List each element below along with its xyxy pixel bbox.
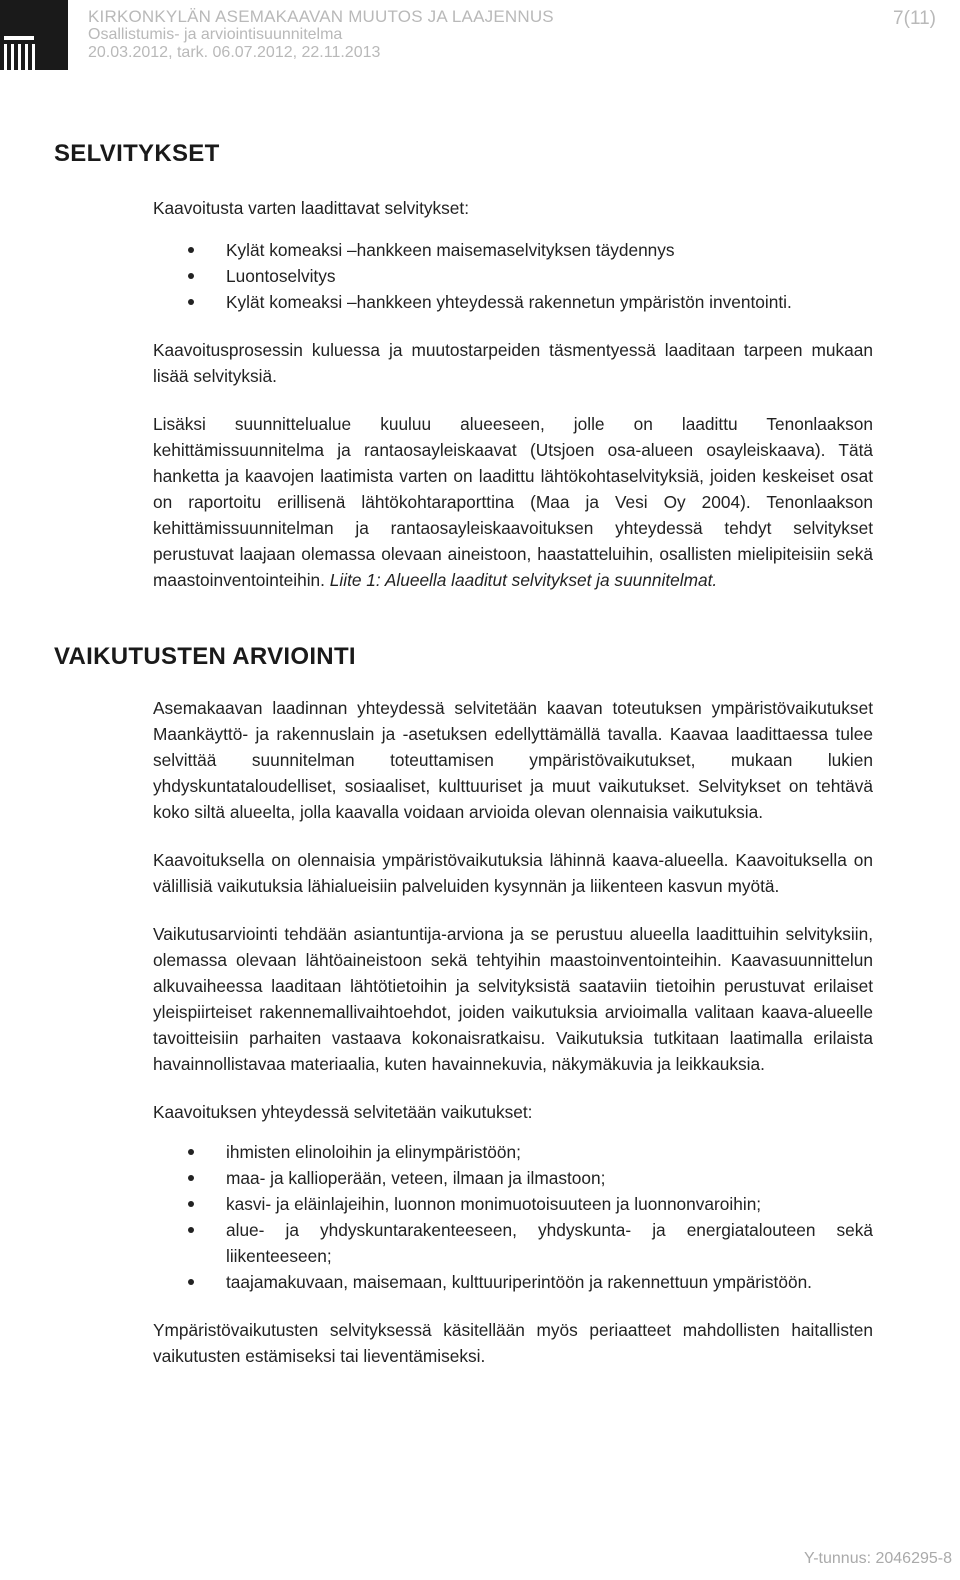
list-item: ihmisten elinoloihin ja elinympäristöön; [153, 1139, 873, 1165]
selvitykset-list [153, 237, 873, 315]
business-id: Y-tunnus: 2046295-8 [804, 1550, 952, 1567]
list-item: Kylät komeaksi –hankkeen yhteydessä rakennetun ympäristön inventointi. [153, 289, 873, 315]
paragraph [153, 411, 873, 593]
vaikutukset-list [153, 1139, 873, 1295]
document-header [88, 8, 554, 62]
paragraph: Kaavoituksella on olennaisia ympäristövaikutuksia lähinnä kaava-alueella. Kaavoituksella on välillisiä vaikutuksia lähialueisiin palveluiden kysynnän ja liikenteen kasvun myötä. [153, 850, 873, 896]
paragraph: Kaavoitusprosessin kuluessa ja muutostarpeiden täsmentyessä laaditaan tarpeen mukaan lisää selvityksiä. [153, 340, 873, 386]
list-item: taajamakuvaan, maisemaan, kulttuuriperintöön ja rakennettuun ympäristöön. [153, 1269, 873, 1295]
list-item: maa- ja kallioperään, veteen, ilmaan ja ilmastoon; [153, 1165, 873, 1191]
appendix-reference: Liite 1: Alueella laaditut selvitykset ja suunnitelmat. [329, 570, 718, 590]
vaikutukset-intro: Kaavoituksen yhteydessä selvitetään vaikutukset: [153, 1102, 533, 1122]
company-logo [0, 0, 68, 70]
selvitykset-intro: Kaavoitusta varten laadittavat selvitykset: [153, 198, 470, 218]
document-title: KIRKONKYLÄN ASEMAKAAVAN MUUTOS JA LAAJENNUS [88, 7, 554, 26]
list-item: alue- ja yhdyskuntarakenteeseen, yhdyskunta- ja energiatalouteen sekä liikenteeseen; [153, 1217, 873, 1269]
vaikutukset-section [153, 695, 873, 1369]
paragraph: Ympäristövaikutusten selvityksessä käsitellään myös periaatteet mahdollisten haitallisten vaikutusten estämiseksi tai lieventämiseksi. [153, 1320, 873, 1366]
document-dates: 20.03.2012, tark. 06.07.2012, 22.11.2013 [88, 44, 381, 61]
heading-selvitykset: SELVITYKSET [54, 140, 220, 167]
document-subtitle: Osallistumis- ja arviointisuunnitelma [88, 26, 343, 43]
selvitykset-section [153, 195, 873, 593]
list-item: kasvi- ja eläinlajeihin, luonnon monimuotoisuuteen ja luonnonvaroihin; [153, 1191, 873, 1217]
heading-vaikutusten-arviointi: VAIKUTUSTEN ARVIOINTI [54, 643, 356, 670]
list-item: Luontoselvitys [153, 263, 873, 289]
paragraph: Vaikutusarviointi tehdään asiantuntija-arviona ja se perustuu alueella laadittuihin selvityksiin, olemassa olevaan lähtöaineistoon sekä tehtyihin maastoinventointeihin. Kaavasuunnittelun alkuvaiheessa laaditaan lähtötietoihin ja selvityksistä saataviin tietoihin perustuvat erilaiset yleispiirteiset rakennemallivaihtoehdot, joiden vaikutuksia arvioimalla valitaan kaava-alueelle tavoitteisiin parhaiten vastaava kokonaisratkaisu. Vaikutuksia tutkitaan laatimalla erilaista havainnollistavaa materiaalia, kuten havainnekuvia, näkymäkuvia ja leikkauksia. [153, 924, 873, 1074]
paragraph: Asemakaavan laadinnan yhteydessä selvitetään kaavan toteutuksen ympäristövaikutukset Maankäyttö- ja rakennuslain ja -asetuksen edellyttämällä tavalla. Kaavaa laadittaessa tulee selvittää suunnitelman toteuttamisen ympäristövaikutukset, mukaan lukien yhdyskuntataloudelliset, sosiaaliset, kulttuuriset ja muut vaikutukset. Selvitykset on tehtävä koko siltä alueelta, jolla kaavalla voidaan arvioida olevan olennaisia vaikutuksia. [153, 698, 873, 822]
page-number: 7(11) [893, 8, 936, 29]
paragraph-text: Lisäksi suunnittelualue kuuluu alueeseen, jolle on laadittu Tenonlaakson kehittämissuunnitelma ja rantaosayleiskaavat (Utsjoen osa-alueen osayleiskaava). Tätä hanketta ja kaavojen laatimista varten on laadittu lähtökohtaselvityksiä, joiden keskeiset osat on raportoitu erillisenä lähtökohtaraporttina (Maa ja Vesi Oy 2004). Tenonlaakson kehittämissuunnitelman ja rantaosayleiskaavoituksen yhteydessä tehdyt selvitykset perustuvat laajaan olemassa olevaan aineistoon, haastatteluihin, osallisten mielipiteisiin sekä maastoinventointeihin. [153, 414, 873, 590]
list-item: Kylät komeaksi –hankkeen maisemaselvityksen täydennys [153, 237, 873, 263]
